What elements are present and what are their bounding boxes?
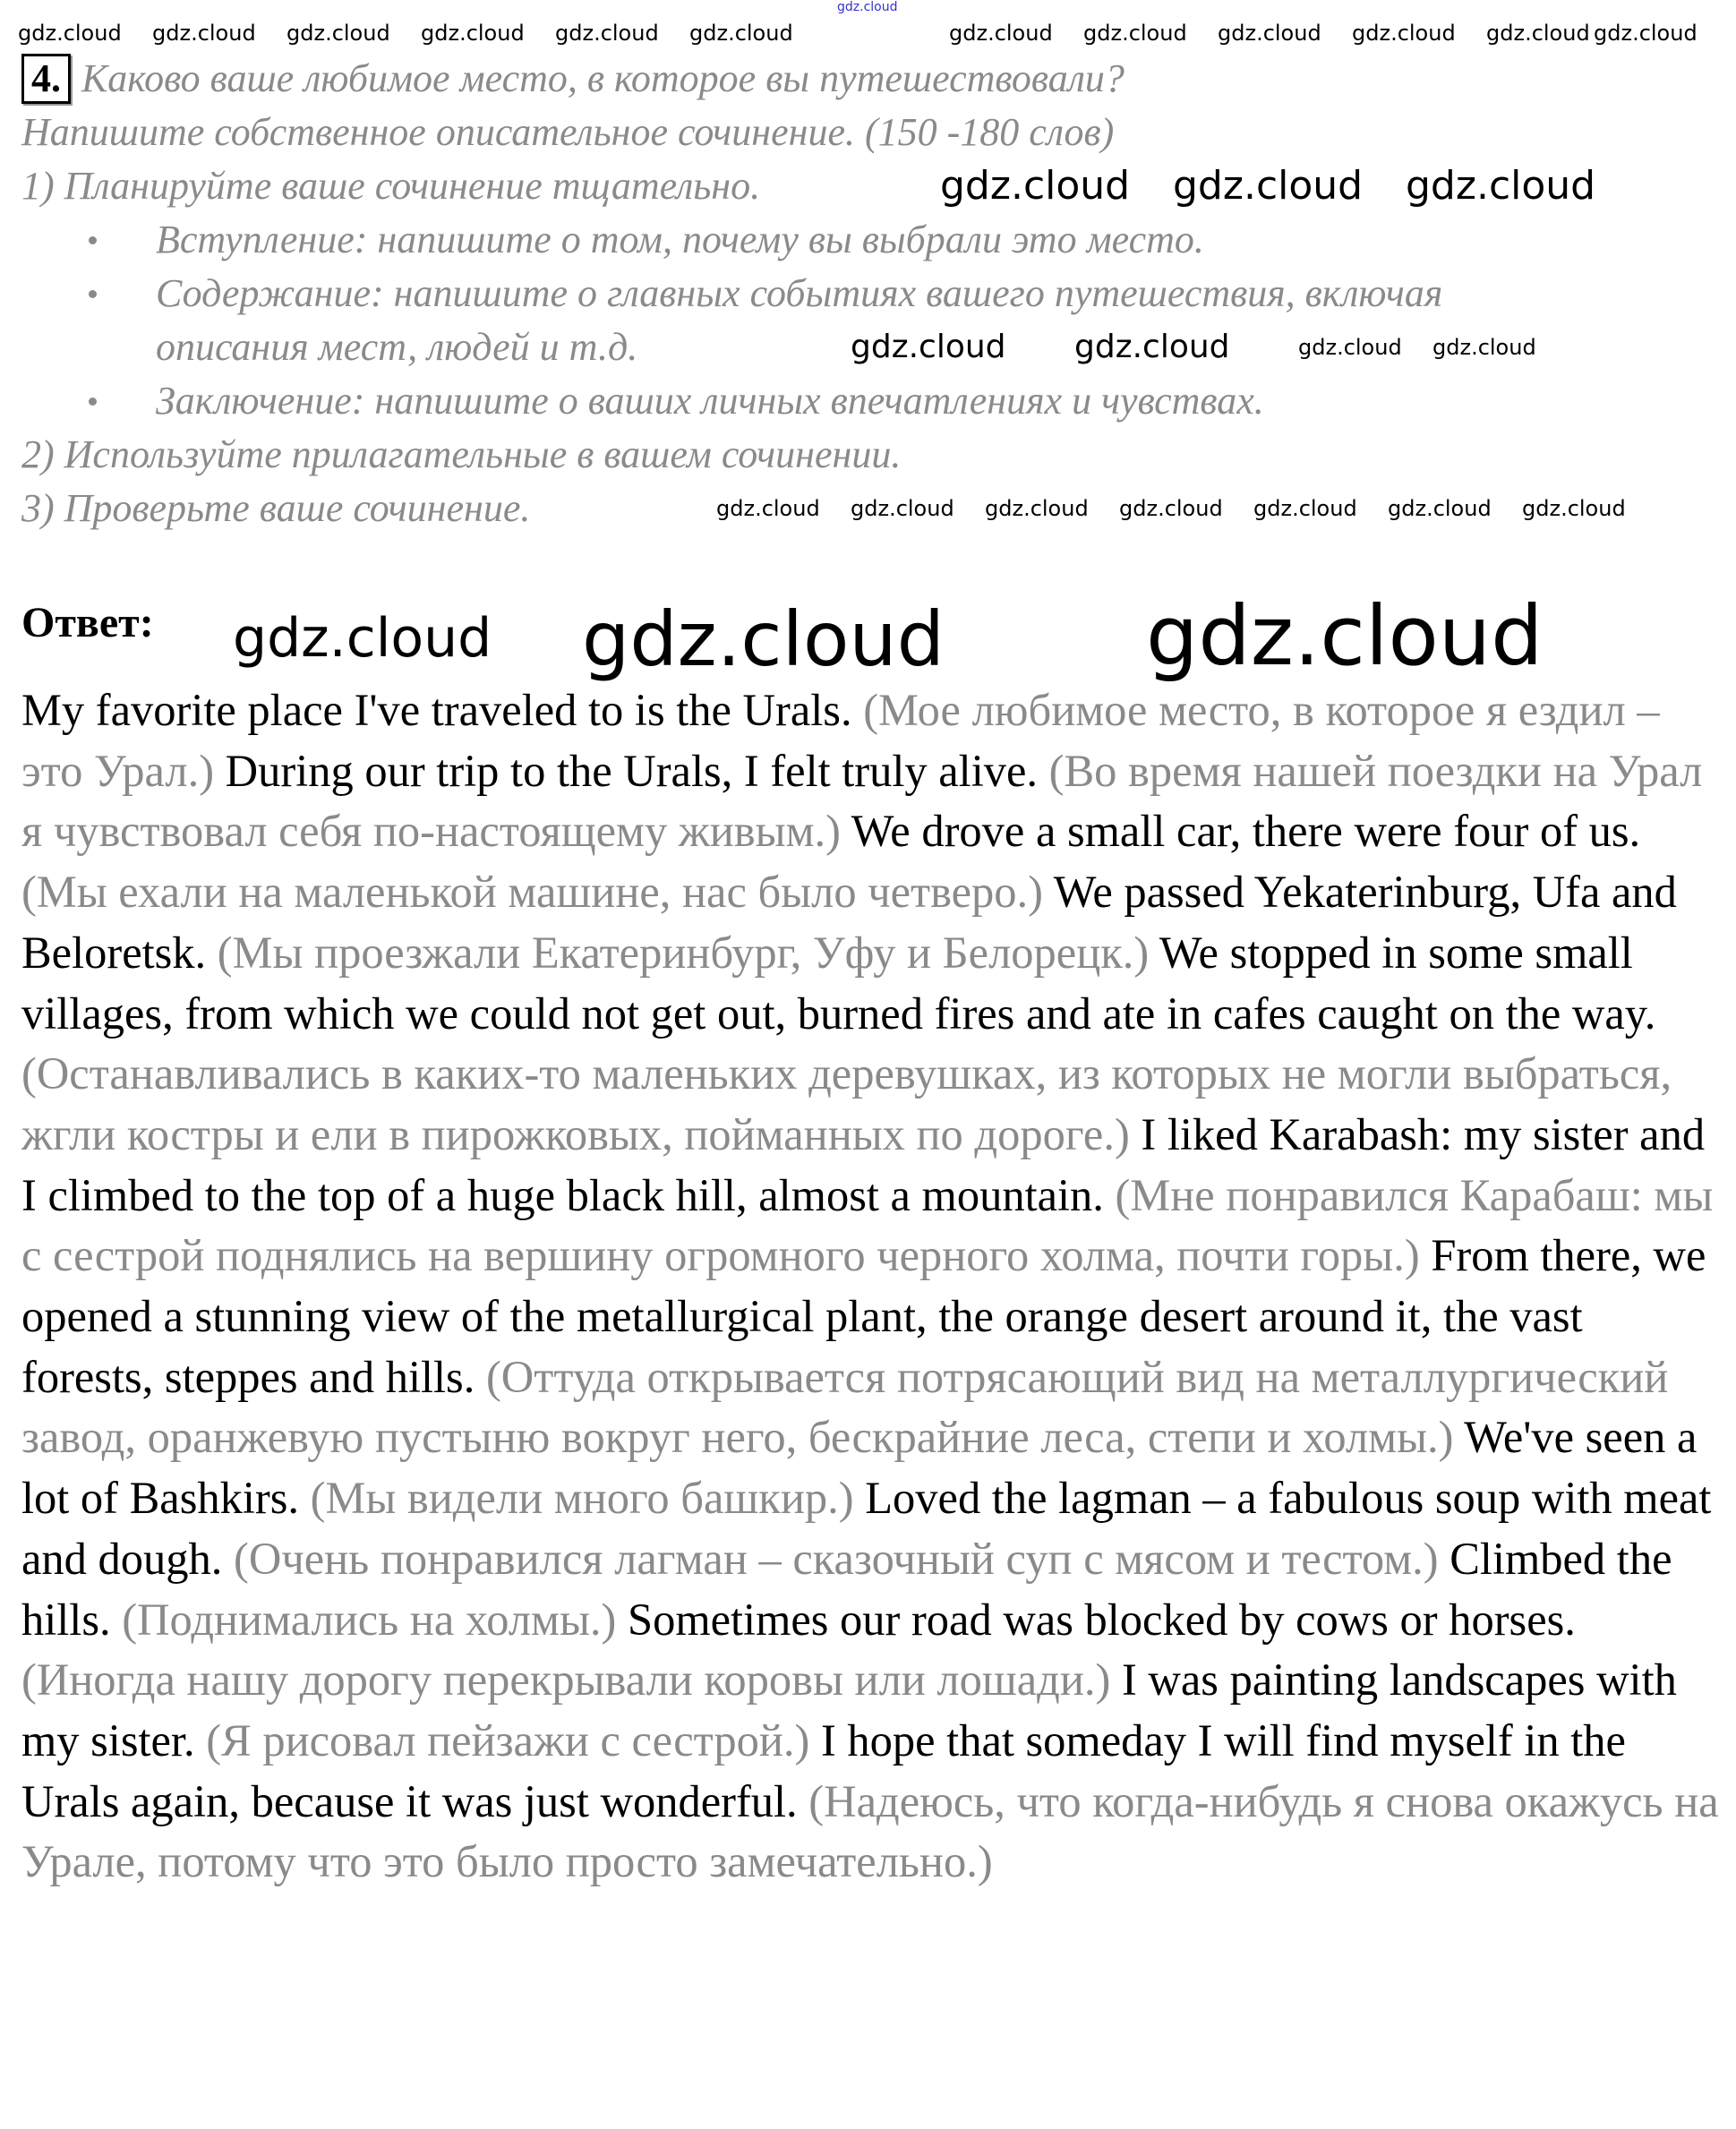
answer-sentence-ru: (Останавливались в каких-то маленьких деревушках, из которых не могли выбраться, жгли костры и ели в пирожковых, пойманных по дороге.) (21, 1048, 1672, 1159)
answer-sentence-en: Loved the lagman – a fabulous soup with meat and dough. (21, 1473, 1712, 1584)
bullet-text: Заключение: напишите о ваших личных впечатлениях и чувствах. (156, 379, 1264, 423)
watermark: gdz.cloud (1146, 588, 1544, 684)
answer-sentence-ru: (Мне понравился Карабаш: мы с сестрой поднялись на вершину огромного черного холма, почти горы.) (21, 1169, 1714, 1281)
answer-sentence-en: We stopped in some small villages, from which we could not get out, burned fires and ate in cafes caught on the way. (21, 927, 1656, 1039)
watermark: gdz.cloud (689, 21, 793, 46)
task-block (21, 52, 1723, 535)
bullet-body (21, 267, 1723, 321)
watermark: gdz.cloud (152, 21, 256, 46)
watermark: gdz.cloud (1074, 329, 1230, 365)
watermark: gdz.cloud (555, 21, 659, 46)
watermark: gdz.cloud (940, 163, 1131, 209)
answer-sentence-ru: (Мы видели много башкир.) (310, 1473, 854, 1524)
watermark: gdz.cloud (1406, 163, 1596, 209)
question-text: Каково ваше любимое место, в которое вы путешествовали? (81, 56, 1125, 100)
answer-sentence-en: We drove a small car, there were four of us. (851, 806, 1641, 857)
watermark: gdz.cloud (233, 607, 492, 670)
watermark: gdz.cloud (1352, 21, 1456, 46)
watermark: gdz.cloud (1432, 335, 1536, 360)
watermark: gdz.cloud (1522, 496, 1626, 521)
answer-text (21, 680, 1723, 1893)
answer-sentence-en: My favorite place I've traveled to is the Urals. (21, 685, 852, 735)
answer-sentence-en: Climbed the hills. (21, 1533, 1672, 1645)
bullet-text: Вступление: напишите о том, почему вы выбрали это место. (156, 218, 1204, 261)
watermark: gdz.cloud (18, 21, 122, 46)
bullet-intro (21, 213, 1723, 267)
answer-sentence-en: During our trip to the Urals, I felt truly alive. (225, 745, 1039, 796)
answer-sentence-ru: (Мое любимое место, в которое я ездил – это Урал.) (21, 685, 1660, 796)
watermark: gdz.cloud (1083, 21, 1187, 46)
watermark: gdz.cloud (837, 0, 898, 14)
task-number: 4. (21, 54, 71, 104)
watermark: gdz.cloud (286, 21, 390, 46)
answer-sentence-ru: (Иногда нашу дорогу перекрывали коровы или лошади.) (21, 1654, 1111, 1706)
answer-sentence-en: Sometimes our road was blocked by cows or horses. (627, 1594, 1576, 1645)
bullet-body-cont: описания мест, людей и т.д. (156, 325, 638, 369)
watermark: gdz.cloud (1218, 21, 1321, 46)
bullet-text: Содержание: напишите о главных событиях вашего путешествия, включая (156, 271, 1443, 315)
watermark: gdz.cloud (851, 329, 1006, 365)
watermark: gdz.cloud (1594, 21, 1698, 46)
watermark: gdz.cloud (1388, 496, 1492, 521)
answer-label: Ответ: (21, 599, 154, 646)
answer-sentence-en: I liked Karabash: my sister and I climbed to the top of a huge black hill, almost a mountain. (21, 1108, 1706, 1220)
watermark: gdz.cloud (421, 21, 525, 46)
watermark: gdz.cloud (1173, 163, 1364, 209)
answer-sentence-ru: (Я рисовал пейзажи с сестрой.) (206, 1714, 810, 1766)
instruction-text: Напишите собственное описательное сочинение. (150 -180 слов) (21, 110, 1115, 154)
watermark: gdz.cloud (1253, 496, 1357, 521)
step-2: 2) Используйте прилагательные в вашем сочинении. (21, 432, 902, 476)
watermark: gdz.cloud (1298, 335, 1402, 360)
answer-sentence-ru: (Мы проезжали Екатеринбург, Уфу и Белорецк.) (217, 927, 1150, 978)
answer-sentence-ru: (Мы ехали на маленькой машине, нас было четверо.) (21, 867, 1043, 918)
answer-sentence-ru: (Очень понравился лагман – сказочный суп с мясом и тестом.) (234, 1533, 1439, 1584)
watermark: gdz.cloud (949, 21, 1053, 46)
answer-sentence-ru: (Оттуда открывается потрясающий вид на металлургический завод, оранжевую пустыню вокруг него, бескрайние леса, степи и холмы.) (21, 1351, 1669, 1463)
watermark: gdz.cloud (1486, 21, 1590, 46)
watermark: gdz.cloud (582, 595, 945, 683)
answer-sentence-en: We passed Yekaterinburg, Ufa and Beloretsk. (21, 867, 1677, 978)
answer-sentence-en: I hope that someday I will find myself in the Urals again, because it was just wonderful. (21, 1714, 1626, 1826)
answer-sentence-ru: (Надеюсь, что когда-нибудь я снова окажусь на Урале, потому что это было просто замечательно.) (21, 1775, 1719, 1887)
watermark: gdz.cloud (985, 496, 1089, 521)
watermark: gdz.cloud (851, 496, 954, 521)
step-3: 3) Проверьте ваше сочинение. (21, 486, 531, 530)
answer-sentence-ru: (Во время нашей поездки на Урал я чувствовал себя по-настоящему живым.) (21, 745, 1703, 857)
answer-sentence-ru: (Поднимались на холмы.) (122, 1594, 617, 1645)
watermark: gdz.cloud (716, 496, 820, 521)
step-1: 1) Планируйте ваше сочинение тщательно. (21, 164, 761, 208)
answer-sentence-en: I was painting landscapes with my sister. (21, 1654, 1677, 1766)
answer-sentence-en: We've seen a lot of Bashkirs. (21, 1412, 1698, 1524)
watermark: gdz.cloud (1119, 496, 1223, 521)
bullet-conclusion (21, 374, 1723, 428)
answer-sentence-en: From there, we opened a stunning view of the metallurgical plant, the orange desert around it, the vast forests, steppes and hills. (21, 1230, 1706, 1402)
question-line (21, 52, 1723, 106)
